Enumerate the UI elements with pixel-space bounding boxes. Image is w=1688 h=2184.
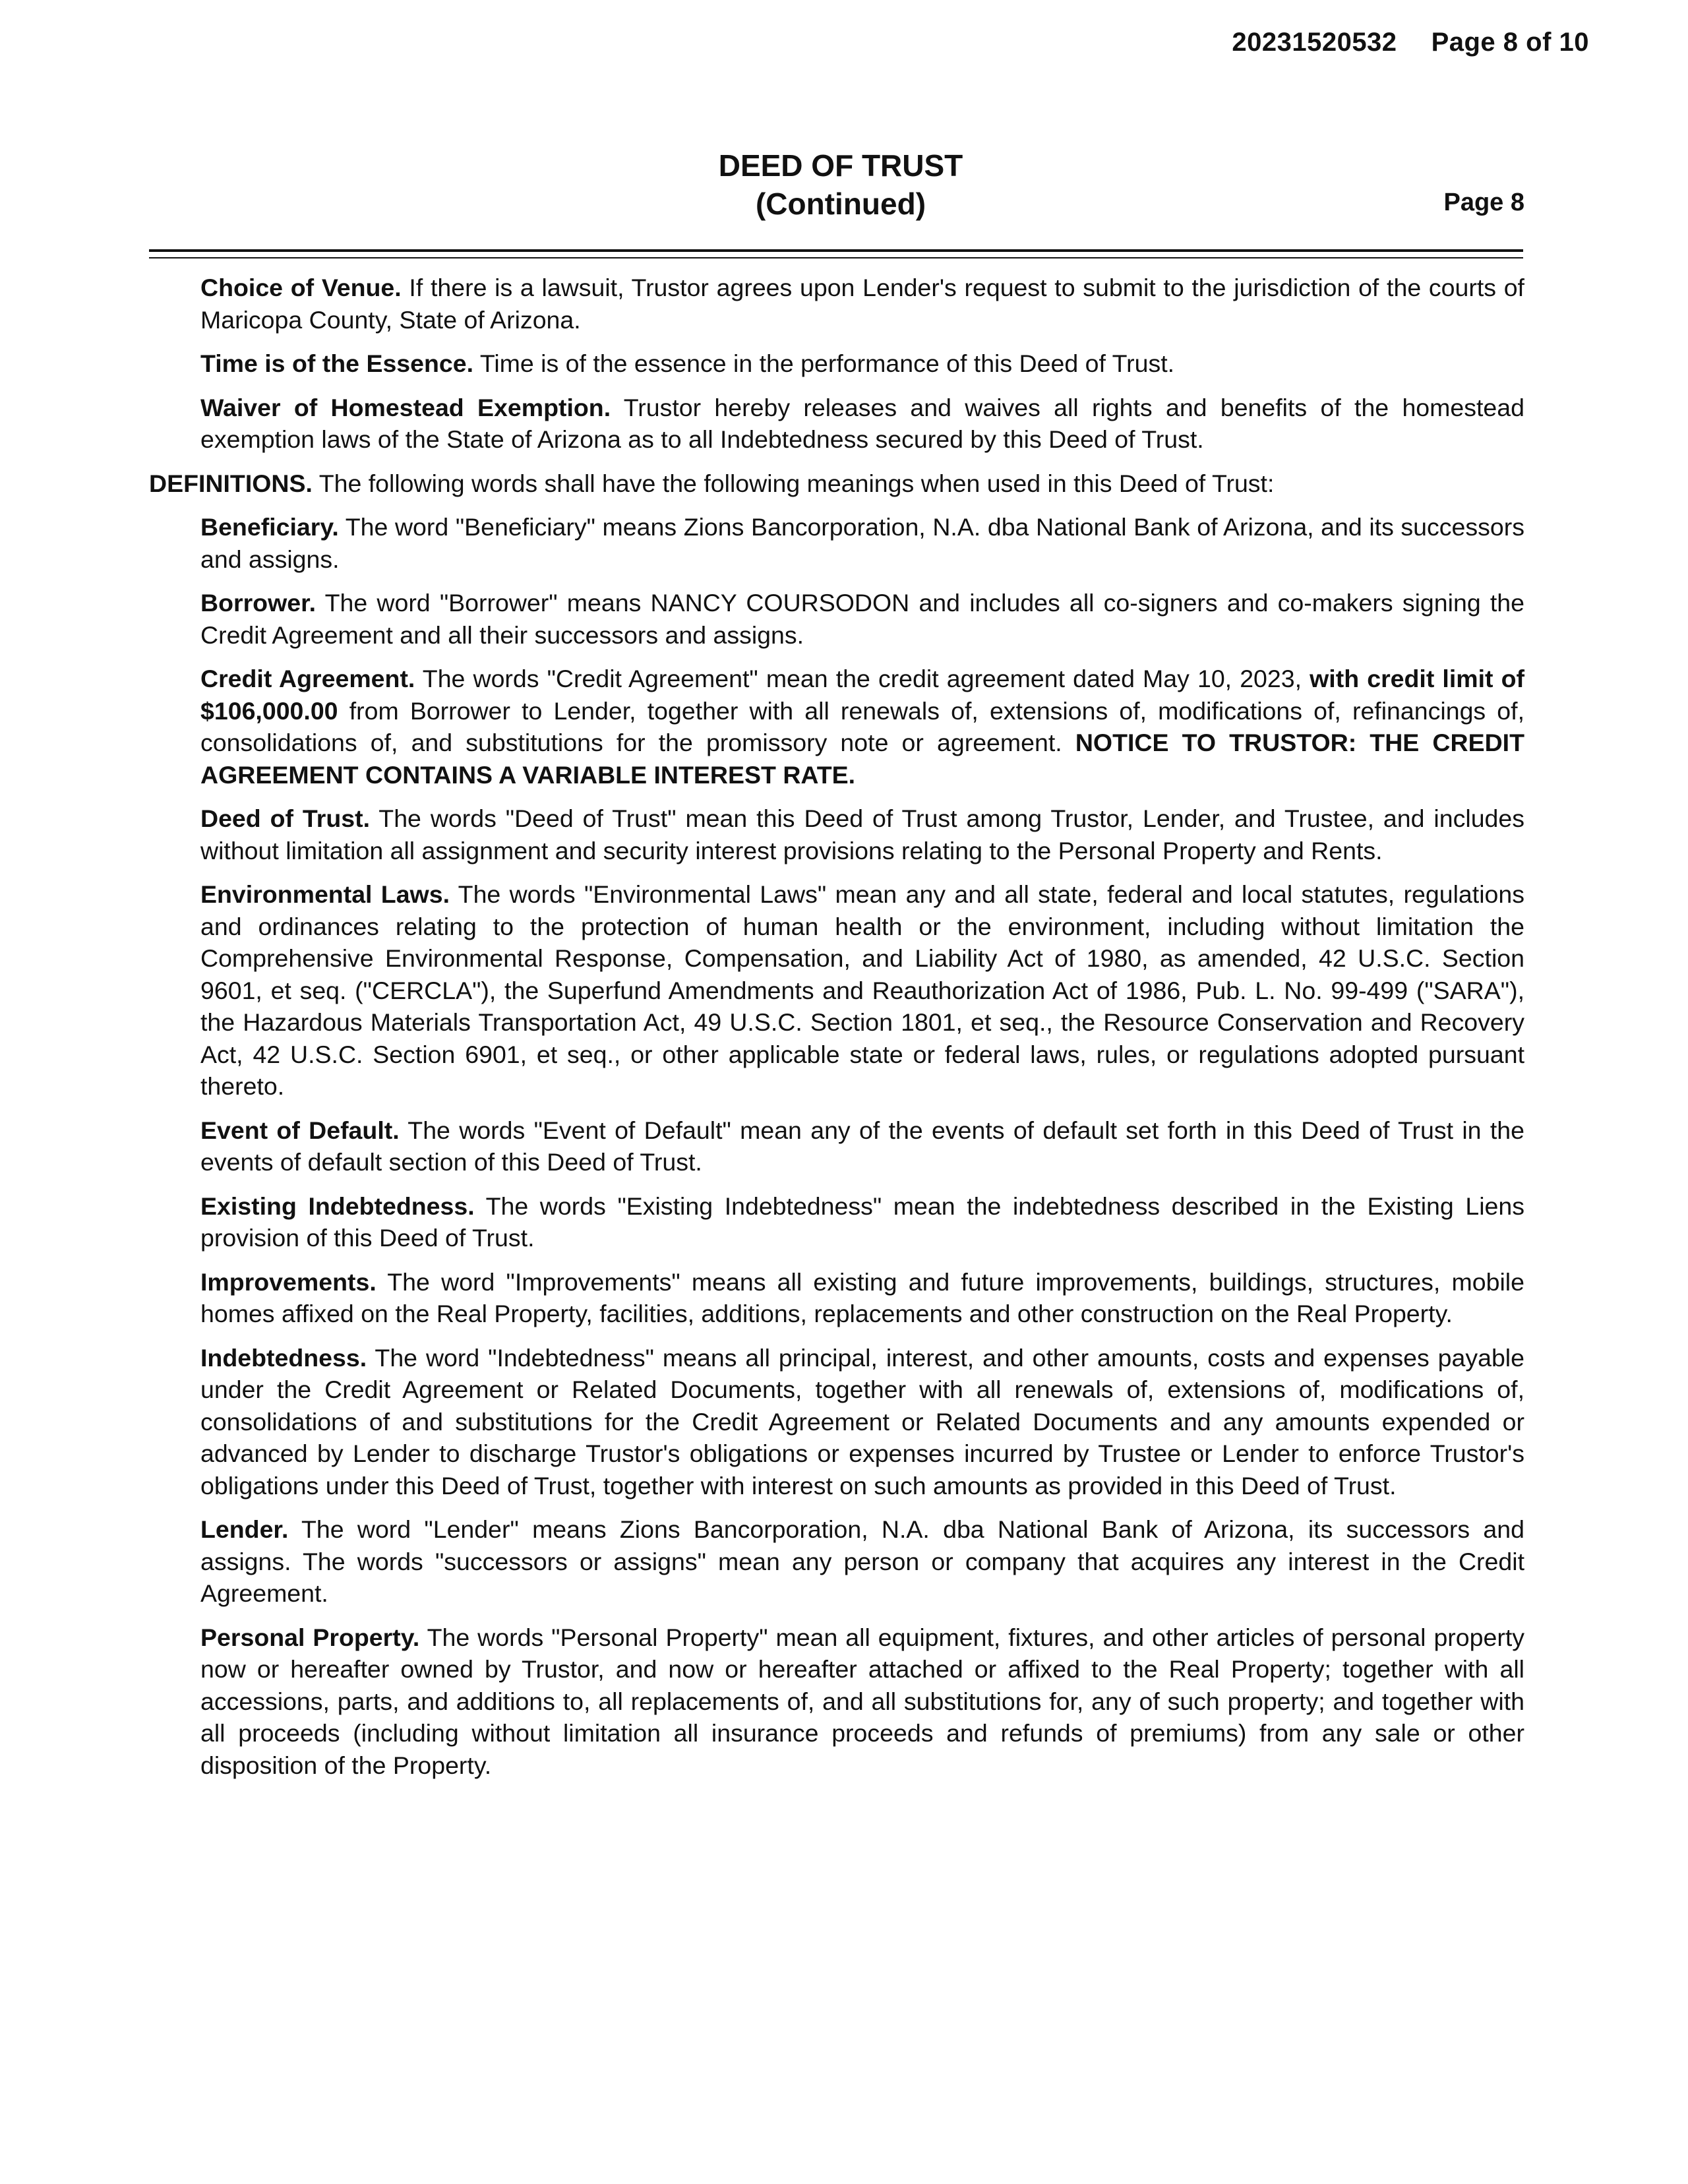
paragraph-text: Time is of the essence in the performance of this Deed of Trust. xyxy=(479,349,1175,377)
term-heading: Deed of Trust. xyxy=(200,804,371,832)
paragraph-environmental-laws xyxy=(149,878,1524,1103)
paragraph-text: The words "Environmental Laws" mean any and all state, federal and local statutes, regulations and ordinances relating to the protection of human health or the environment, including without limitation the Comprehensive Environmental Response, Compensation, and Liability Act of 1980, as amended, 42 U.S.C. Section 9601, et seq. ("CERCLA"), the Superfund Amendments and Reauthorization Act of 1986, Pub. L. No. 99-499 ("SARA"), the Hazardous Materials Transportation Act, 49 U.S.C. Section 1801, et seq., the Resource Conservation and Recovery Act, 42 U.S.C. Section 6901, et seq., or other applicable state or federal laws, rules, or regulations adopted pursuant thereto. xyxy=(200,880,1525,1100)
paragraph-improvements xyxy=(149,1266,1524,1330)
paragraph-deed-of-trust xyxy=(149,803,1524,866)
paragraph-text: The words "Event of Default" mean any of the events of default set forth in this Deed of Trust in the events of default section of this Deed of Trust. xyxy=(200,1116,1524,1176)
variable-rate-notice: NOTICE TO TRUSTOR: THE CREDIT AGREEMENT CONTAINS A VARIABLE INTEREST RATE. xyxy=(200,729,1524,789)
term-heading: Personal Property. xyxy=(200,1623,420,1651)
paragraph-borrower xyxy=(149,587,1524,651)
paragraph-text: If there is a lawsuit, Trustor agrees upon Lender's request to submit to the jurisdiction of the courts of Maricopa County, State of Arizona. xyxy=(200,274,1524,334)
recording-number: 20231520532 xyxy=(1232,28,1397,57)
section-heading: DEFINITIONS. xyxy=(149,469,313,497)
term-heading: Lender. xyxy=(200,1515,289,1543)
paragraph-waiver-homestead xyxy=(149,392,1524,456)
header-rule-thick xyxy=(149,249,1523,252)
paragraph-text: from Borrower to Lender, together with all renewals of, extensions of, modifications of, refinancings of, consolidations of, and substitutions for the promissory note or agreement. xyxy=(200,696,1524,756)
term-heading: Beneficiary. xyxy=(200,513,339,541)
header-rule-thin xyxy=(149,257,1523,258)
term-heading: Choice of Venue. xyxy=(200,274,402,301)
paragraph-definitions xyxy=(149,468,1524,500)
paragraph-choice-of-venue xyxy=(149,272,1524,336)
term-heading: Waiver of Homestead Exemption. xyxy=(200,393,611,421)
title-line-1: DEED OF TRUST xyxy=(718,148,963,183)
term-heading: Improvements. xyxy=(200,1267,377,1296)
paragraph-personal-property xyxy=(149,1622,1524,1782)
paragraph-text: The word "Lender" means Zions Bancorporation, N.A. dba National Bank of Arizona, its successors and assigns. The words "successors or assigns" mean any person or company that acquires any interest in the Credit Agreement. xyxy=(200,1515,1524,1607)
paragraph-text: The word "Indebtedness" means all principal, interest, and other amounts, costs and expenses payable under the Credit Agreement or Related Documents, together with all renewals of, extensions of, modifications of, consolidations of and substitutions for the Credit Agreement or Related Documents and any amounts expended or advanced by Lender to discharge Trustor's obligations or expenses incurred by Trustee or Lender to enforce Trustor's obligations under this Deed of Trust, together with interest on such amounts as provided in this Deed of Trust. xyxy=(200,1343,1524,1500)
page-label: Page 8 xyxy=(1443,189,1524,216)
term-heading: Borrower. xyxy=(200,589,316,617)
title-line-2: (Continued) xyxy=(755,187,926,221)
document-title xyxy=(0,146,1681,223)
term-heading: Credit Agreement. xyxy=(200,665,415,692)
term-heading: Existing Indebtedness. xyxy=(200,1192,475,1220)
term-heading: Indebtedness. xyxy=(200,1343,367,1372)
paragraph-existing-indebtedness xyxy=(149,1190,1524,1254)
paragraph-lender xyxy=(149,1513,1524,1610)
paragraph-text: The word "Borrower" means NANCY COURSODON and includes all co-signers and co-makers signing the Credit Agreement and all their successors and assigns. xyxy=(200,589,1524,649)
paragraph-text: The word "Improvements" means all existing and future improvements, buildings, structures, mobile homes affixed on the Real Property, facilities, additions, replacements and other construction on the Real Property. xyxy=(200,1267,1524,1327)
paragraph-credit-agreement xyxy=(149,663,1524,791)
paragraph-text: The words "Credit Agreement" mean the credit agreement dated May 10, 2023, xyxy=(422,665,1302,692)
term-heading: Event of Default. xyxy=(200,1116,400,1144)
paragraph-text: The following words shall have the following meanings when used in this Deed of Trust: xyxy=(318,469,1275,497)
term-heading: Time is of the Essence. xyxy=(200,349,474,377)
paragraph-text: The words "Personal Property" mean all equipment, fixtures, and other articles of personal property now or hereafter owned by Trustor, and now or hereafter attached or affixed to the Real Property; together with all accessions, parts, and additions to, all replacements of, and all substitutions for, any of such property; and together with all proceeds (including without limitation all insurance proceeds and refunds of premiums) from any sale or other disposition of the Property. xyxy=(200,1623,1525,1779)
paragraph-text: The words "Existing Indebtedness" mean the indebtedness described in the Existing Liens provision of this Deed of Trust. xyxy=(200,1192,1525,1252)
paragraph-text: The word "Beneficiary" means Zions Bancorporation, N.A. dba National Bank of Arizona, and its successors and assigns. xyxy=(200,513,1524,573)
recording-header xyxy=(1232,28,1589,57)
paragraph-beneficiary xyxy=(149,511,1524,575)
document-body xyxy=(149,272,1524,1793)
paragraph-time-of-essence xyxy=(149,348,1524,380)
credit-limit-text: with credit limit of $106,000.00 xyxy=(200,665,1524,725)
paragraph-text: Trustor hereby releases and waives all rights and benefits of the homestead exemption laws of the State of Arizona as to all Indebtedness secured by this Deed of Trust. xyxy=(200,393,1524,453)
paragraph-text: The words "Deed of Trust" mean this Deed of Trust among Trustor, Lender, and Trustee, and includes without limitation all assignment and security interest provisions relating to the Personal Property and Rents. xyxy=(200,804,1525,864)
term-heading: Environmental Laws. xyxy=(200,880,450,908)
paragraph-event-of-default xyxy=(149,1114,1524,1178)
page-of-count: Page 8 of 10 xyxy=(1431,28,1589,57)
paragraph-indebtedness xyxy=(149,1342,1524,1502)
